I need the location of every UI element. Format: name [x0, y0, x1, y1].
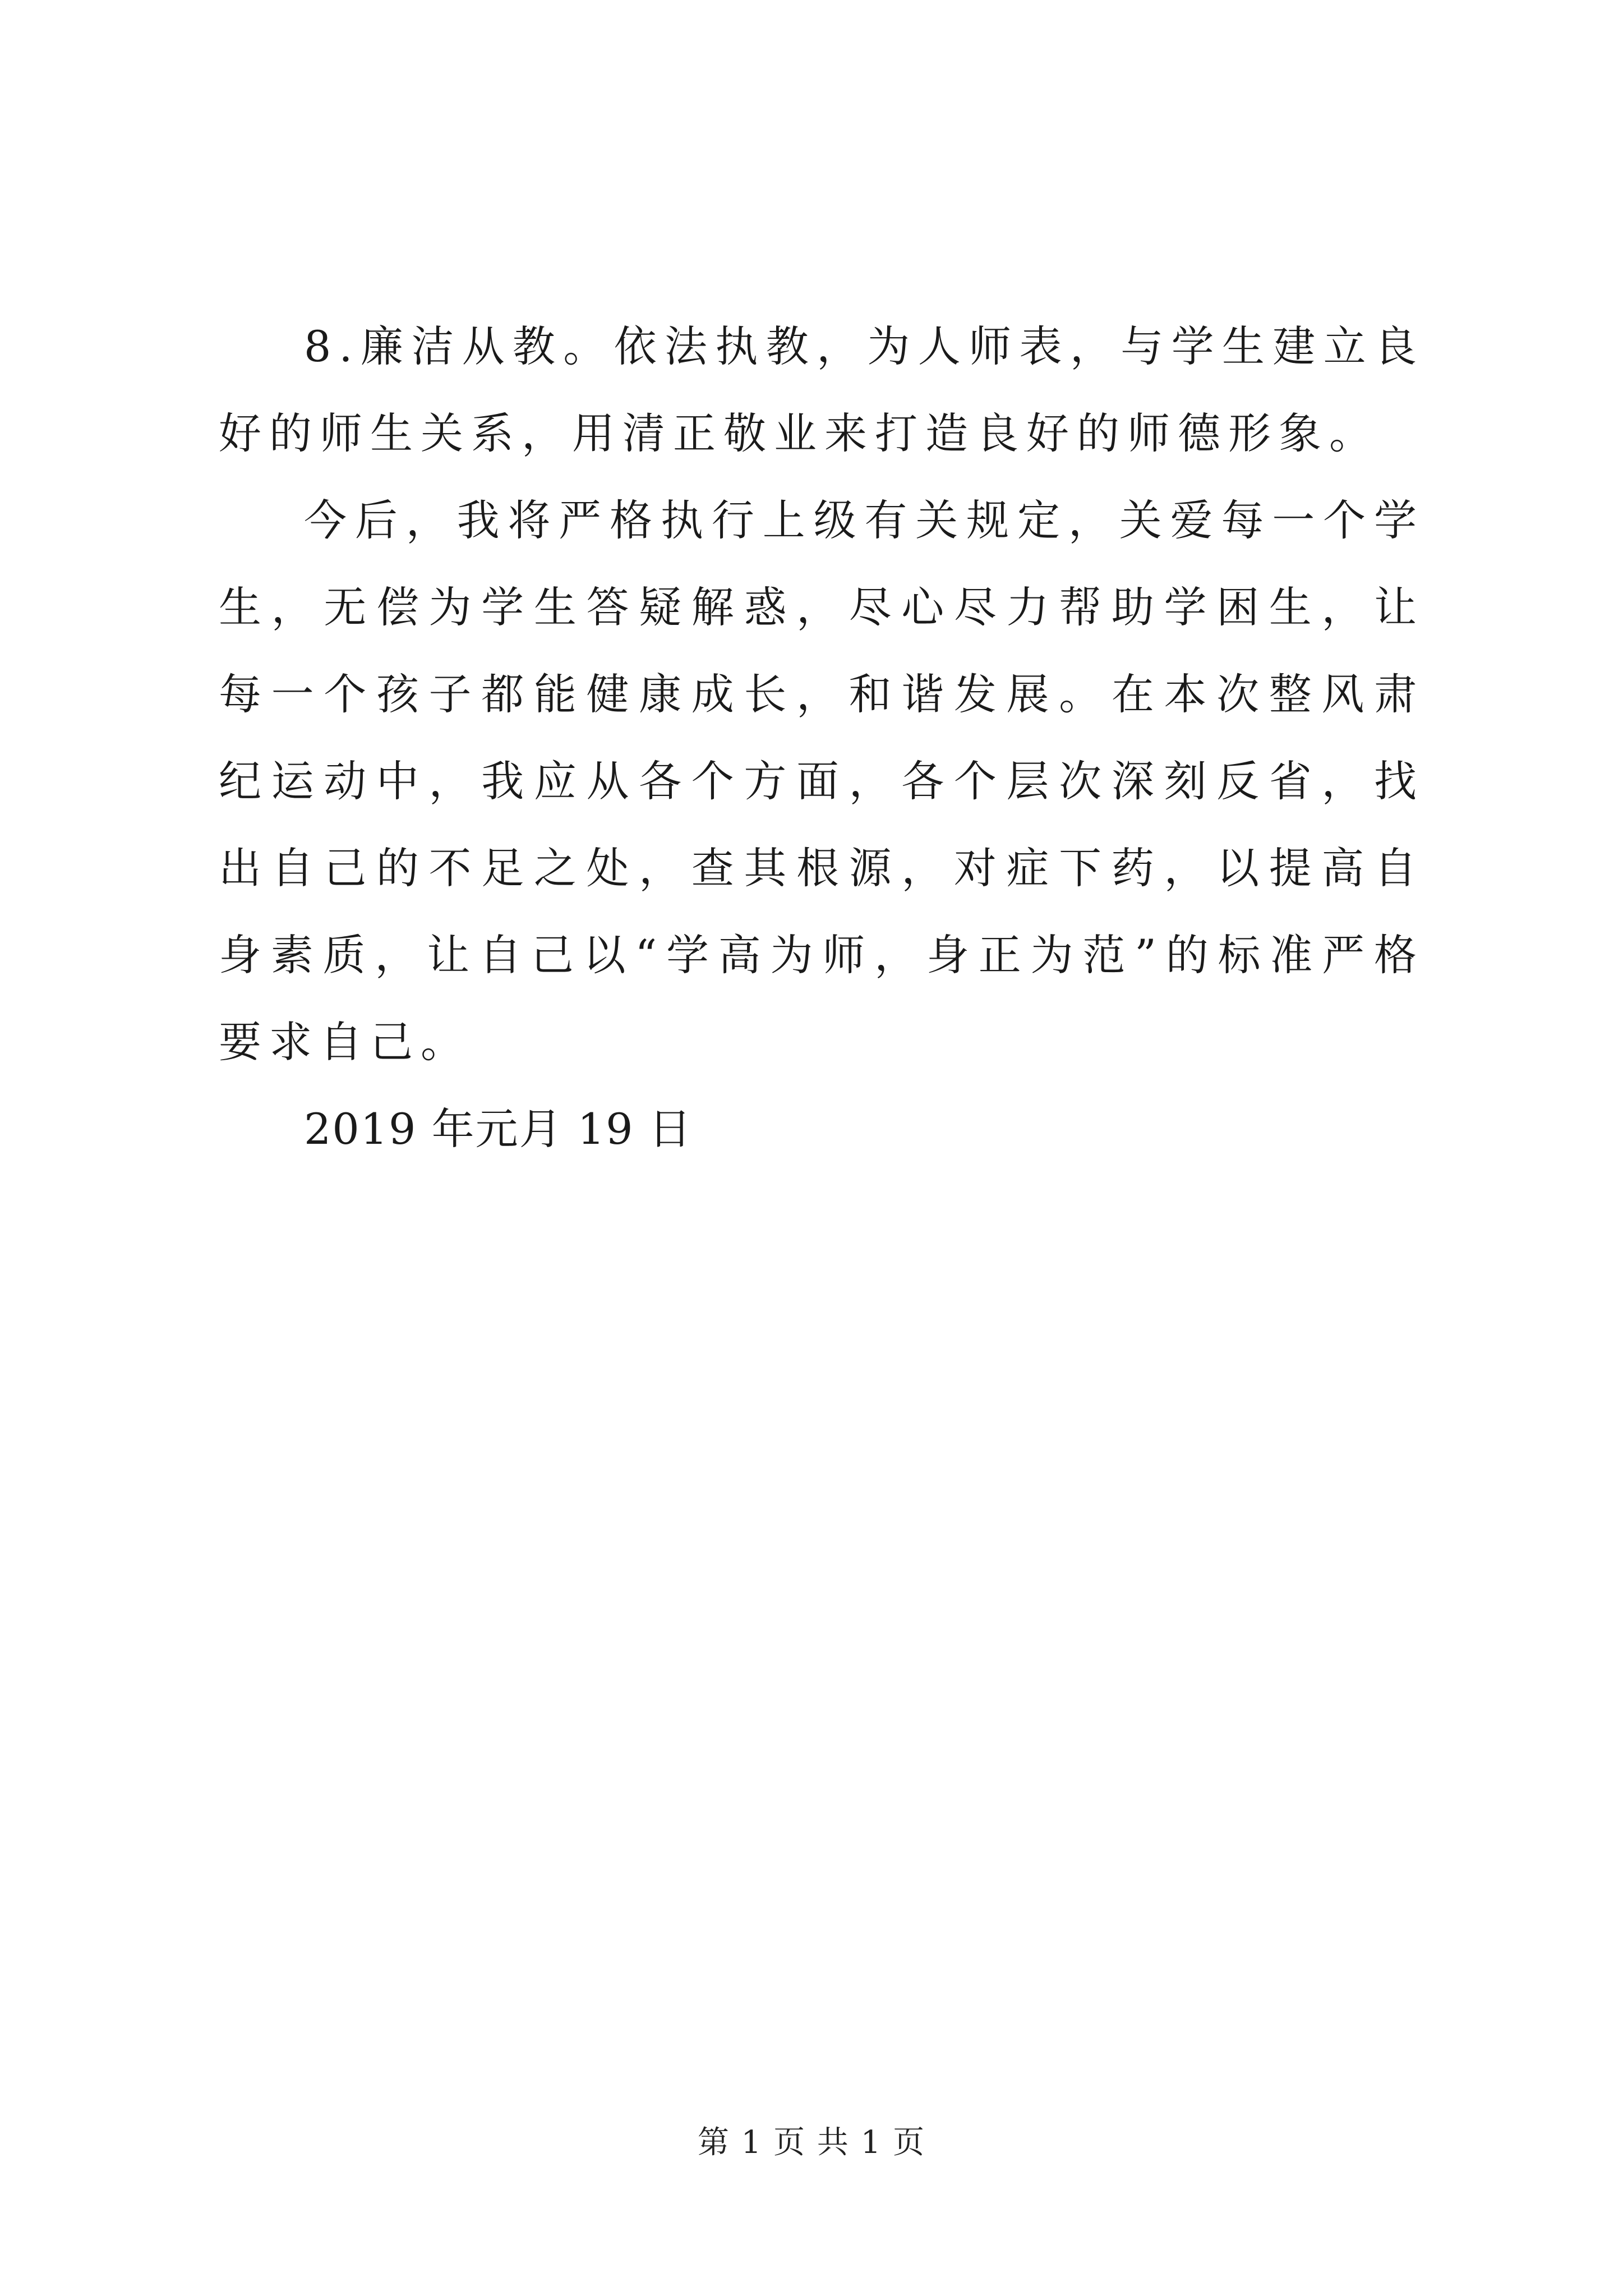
document-body [219, 303, 1424, 1172]
paragraph-integrity: 8.廉洁从教。依法执教，为人师表，与学生建立良好的师生关系，用清正敬业来打造良好的师德形象。 [219, 321, 1424, 458]
document-date: 2019 年元月 19 日 [304, 1104, 693, 1154]
paragraph-commitment: 今后，我将严格执行上级有关规定，关爱每一个学生，无偿为学生答疑解惑，尽心尽力帮助学困生，让每一个孩子都能健康成长，和谐发展。在本次整风肃纪运动中，我应从各个方面，各个层次深刻反省，找出自己的不足之处，查其根源，对症下药，以提高自身素质，让自己以“学高为师，身正为范”的标准严格要求自己。 [219, 495, 1424, 1067]
page-footer: 第 1 页 共 1 页 [697, 2124, 926, 2161]
